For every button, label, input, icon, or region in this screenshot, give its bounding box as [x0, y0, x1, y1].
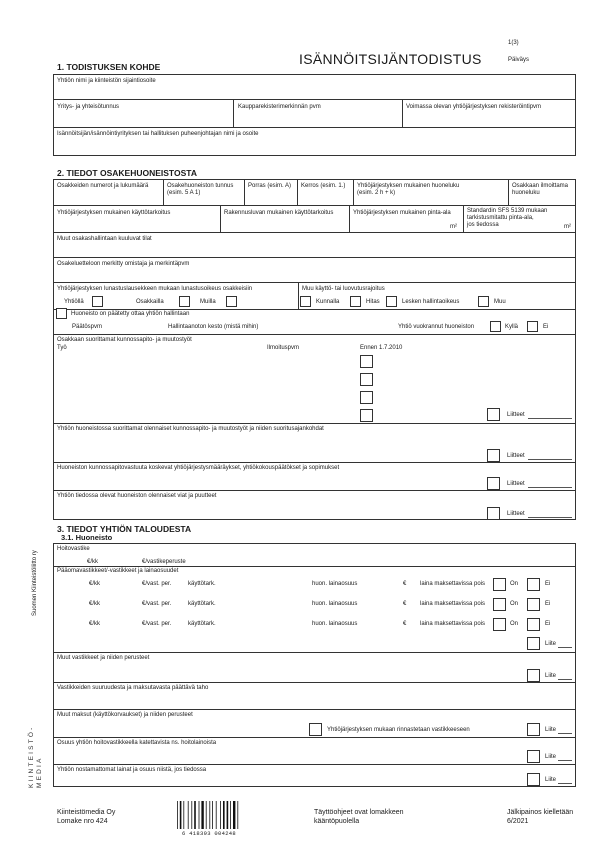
decision-date-field[interactable]: Päätöspvm: [72, 324, 103, 330]
redemption-shareholders-label: Osakkailla: [136, 299, 164, 305]
page-number: 1(3): [508, 40, 519, 46]
redemption-others-label: Muilla: [200, 299, 216, 305]
apartment-id-example: (esim. 5 A 1): [167, 190, 201, 196]
possession-label: Huoneisto on päätetty ottaa yhtiön hallintaan: [71, 311, 190, 317]
capital-row-basis[interactable]: €/vast. per.: [142, 621, 172, 627]
floor-field[interactable]: Kerros (esim. 1.): [301, 183, 346, 189]
room-count-field[interactable]: Yhtiöjärjestyksen mukainen huoneluku: [357, 183, 460, 189]
barcode-bar: [191, 801, 192, 829]
kiinteistomedia-logo: KIINTEISTÖ- MEDIA: [28, 725, 43, 788]
charge-decision-field[interactable]: Vastikkeiden suuruudesta ja maksutavasta päättävä taho: [57, 685, 209, 691]
company-works-attachment-label: Liitteet: [507, 453, 525, 459]
room-count-example: (esim. 2 h + k): [357, 190, 396, 196]
shareholder-works-attachment-label: Liitteet: [507, 412, 525, 418]
restriction-widow-checkbox[interactable]: [386, 296, 397, 307]
rented-yes-checkbox[interactable]: [490, 321, 501, 332]
maintenance-attachment-label: Liitteet: [507, 481, 525, 487]
section-1-heading: 1. TODISTUKSEN KOHDE: [57, 62, 161, 72]
company-works-attachment-checkbox[interactable]: [487, 449, 500, 462]
section-3-heading: 3. TIEDOT YHTIÖN TALOUDESTA: [57, 524, 192, 534]
other-payments-attachment-checkbox[interactable]: [527, 723, 540, 736]
date-label: Päiväys: [508, 57, 530, 63]
capital-row-payable-yes-checkbox[interactable]: [493, 598, 506, 611]
shareholder-works-attachment-checkbox[interactable]: [487, 408, 500, 421]
capital-row-usage[interactable]: käyttötark.: [188, 581, 216, 587]
other-charges-attachment-label: Liite: [545, 673, 557, 679]
maintenance-attachment-checkbox[interactable]: [487, 477, 500, 490]
sfs-area-field[interactable]: Standardin SFS 5139 mukaan: [467, 208, 548, 214]
business-id-field[interactable]: Yritys- ja yhteisötunnus: [57, 104, 120, 110]
restriction-other-label: Muu: [494, 299, 506, 305]
redemption-label: Yhtiöjärjestyksen lunastuslausekkeen mukaan lunastusoikeus osakkeisiin: [57, 286, 253, 292]
capital-row-usage[interactable]: käyttötark.: [188, 621, 216, 627]
capital-row-payable-yes-checkbox[interactable]: [493, 578, 506, 591]
equated-charges-checkbox[interactable]: [309, 723, 322, 736]
capital-charges-label: Pääomavastikkeet/-vastikkeet ja lainaosuudet: [57, 568, 179, 574]
before-2010-label: Ennen 1.7.2010: [360, 345, 403, 351]
capital-row-payable-no-checkbox[interactable]: [527, 618, 540, 631]
sfs-area-label-2: tarkistusmitattu pinta-ala,: [467, 215, 534, 221]
capital-row-yes-label: On: [510, 581, 519, 587]
instructions-note-line-1: Täyttöohjeet ovat lomakkeen: [314, 809, 404, 816]
other-spaces-field[interactable]: Muut osakashallintaan kuuluvat tilat: [57, 236, 152, 242]
barcode-bar: [233, 801, 235, 829]
shareholder-room-count-field[interactable]: Osakkaan ilmoittama: [512, 183, 569, 189]
defects-attachment-checkbox[interactable]: [487, 507, 500, 520]
barcode-bar: [230, 801, 231, 829]
barcode-bar: [188, 801, 189, 829]
barcode-bar: [183, 801, 184, 829]
barcode-bar: [201, 801, 203, 829]
maintenance-loan-attachment-label: Liite: [545, 754, 557, 760]
rented-yes-label: Kyllä: [505, 324, 519, 330]
capital-row-payable-no-checkbox[interactable]: [527, 578, 540, 591]
undrawn-loans-attachment-checkbox[interactable]: [527, 773, 540, 786]
manager-name-field[interactable]: Isännöitsijän/isännöintiyrityksen tai hallituksen puheenjohtajan nimi ja osoite: [57, 131, 259, 137]
restriction-hitas-label: Hitas: [366, 299, 380, 305]
possession-checkbox[interactable]: [56, 308, 67, 319]
capital-row-payable-yes-checkbox[interactable]: [493, 618, 506, 631]
restriction-label: Muu käyttö- tai luovutusrajoitus: [302, 286, 385, 292]
capital-row-eur: €: [403, 621, 407, 627]
barcode-bar: [206, 801, 207, 829]
company-name-field[interactable]: Yhtiön nimi ja kiinteistön sijaintiosoite: [57, 78, 156, 84]
rented-no-checkbox[interactable]: [527, 321, 538, 332]
restriction-municipality-checkbox[interactable]: [300, 296, 311, 307]
work-column-label: Työ: [57, 345, 67, 351]
usage-permit-field[interactable]: Rakennusluvan mukainen käyttötarkoitus: [224, 210, 334, 216]
redemption-company-label: Yhtiöllä: [64, 299, 84, 305]
capital-row-basis[interactable]: €/vast. per.: [142, 581, 172, 587]
capital-row-loan-share[interactable]: huon. lainaosuus: [312, 601, 358, 607]
barcode-bar: [209, 801, 210, 829]
barcode-bar: [177, 801, 178, 829]
restriction-hitas-checkbox[interactable]: [350, 296, 361, 307]
capital-row-payable-label: laina maksettavissa pois: [420, 601, 486, 607]
capital-row-loan-share[interactable]: huon. lainaosuus: [312, 621, 358, 627]
before-2010-checkbox-3[interactable]: [360, 391, 373, 404]
capital-row-no-label: Ei: [545, 581, 551, 587]
capital-row-yes-label: On: [510, 601, 519, 607]
section-3-1-heading: 3.1. Huoneisto: [61, 533, 113, 542]
section-1-frame: [53, 74, 576, 156]
equated-charges-label: Yhtiöjärjestyksen mukaan rinnastetaan vastikkeeseen: [327, 727, 470, 733]
shareholder-room-count-label: huoneluku: [512, 190, 540, 196]
apartment-id-field[interactable]: Osakehuoneiston tunnus: [167, 183, 234, 189]
capital-row-loan-share[interactable]: huon. lainaosuus: [312, 581, 358, 587]
before-2010-checkbox-2[interactable]: [360, 373, 373, 386]
capital-row-payable-no-checkbox[interactable]: [527, 598, 540, 611]
redemption-company-checkbox[interactable]: [92, 296, 103, 307]
maintenance-charge-eur-month[interactable]: €/kk: [87, 559, 99, 565]
capital-row-eur-month[interactable]: €/kk: [89, 601, 101, 607]
publisher-vertical-text: Suomen Kiinteistöliitto ry: [32, 550, 38, 616]
capital-attachment-label: Liite: [545, 641, 557, 647]
known-defects-field[interactable]: Yhtiön tiedossa olevat huoneiston olennaiset viat ja puutteet: [57, 493, 217, 499]
other-payments-attachment-label: Liite: [545, 727, 557, 733]
capital-row-payable-label: laina maksettavissa pois: [420, 621, 486, 627]
trade-register-date-field[interactable]: Kaupparekisterimerkinnän pvm: [238, 104, 321, 110]
share-numbers-field[interactable]: Osakkeiden numerot ja lukumäärä: [57, 183, 149, 189]
usage-bylaws-field[interactable]: Yhtiöjärjestyksen mukainen käyttötarkoitus: [57, 210, 171, 216]
restriction-municipality-label: Kunnalla: [316, 299, 340, 305]
undrawn-loans-attachment-label: Liite: [545, 777, 557, 783]
barcode-bar: [216, 801, 217, 829]
form-edition: 6/2021: [507, 818, 529, 825]
sfs-area-label-3: jos tiedossa: [467, 222, 499, 228]
notification-date-label: Ilmoituspvm: [267, 345, 300, 351]
barcode-bar: [199, 801, 200, 829]
restriction-other-checkbox[interactable]: [478, 296, 489, 307]
area-unit-1: m²: [450, 224, 457, 230]
before-2010-checkbox-4[interactable]: [360, 409, 373, 422]
form-number: Lomake nro 424: [57, 818, 108, 825]
instructions-note-line-2: kääntöpuolella: [314, 818, 360, 825]
maintenance-loan-share-field[interactable]: Osuus yhtiön hoitovastikkeella katettavista ns. hoitolainoista: [57, 740, 217, 746]
barcode-bar: [223, 801, 225, 829]
other-charges-field[interactable]: Muut vastikkeet ja niiden perusteet: [57, 655, 150, 661]
barcode-bar: [180, 801, 182, 829]
capital-row-eur-month[interactable]: €/kk: [89, 621, 101, 627]
barcode-bar: [194, 801, 196, 829]
capital-row-eur-month[interactable]: €/kk: [89, 581, 101, 587]
redemption-shareholders-checkbox[interactable]: [179, 296, 190, 307]
maintenance-charge-basis[interactable]: €/vastikeperuste: [142, 559, 186, 565]
other-payments-field[interactable]: Muut maksut (käyttökorvaukset) ja niiden perusteet: [57, 712, 193, 718]
capital-row-usage[interactable]: käyttötark.: [188, 601, 216, 607]
capital-row-yes-label: On: [510, 621, 519, 627]
barcode-bar: [212, 801, 213, 829]
capital-row-basis[interactable]: €/vast. per.: [142, 601, 172, 607]
stairway-field[interactable]: Porras (esim. A): [248, 183, 292, 189]
rented-no-label: Ei: [543, 324, 549, 330]
undrawn-loans-field[interactable]: Yhtiön nostamattomat lainat ja osuus niistä, jos tiedossa: [57, 767, 207, 773]
maintenance-loan-attachment-checkbox[interactable]: [527, 750, 540, 763]
capital-row-no-label: Ei: [545, 601, 551, 607]
form-title: ISÄNNÖITSIJÄNTODISTUS: [299, 51, 482, 67]
maintenance-charge-label: Hoitovastike: [57, 546, 90, 552]
capital-row-payable-label: laina maksettavissa pois: [420, 581, 486, 587]
area-unit-2: m²: [564, 224, 571, 230]
capital-attachment-checkbox[interactable]: [527, 637, 540, 650]
barcode-number: 6 418393 004248: [181, 830, 236, 837]
shareholder-works-label: Osakkaan suorittamat kunnossapito- ja muutostyöt: [57, 337, 192, 343]
company-works-field[interactable]: Yhtiön huoneistossa suorittamat olennaiset kunnossapito- ja muutostyöt ja niiden suoritusajankohdat: [57, 426, 324, 432]
barcode-bar: [237, 801, 238, 829]
capital-row-no-label: Ei: [545, 621, 551, 627]
other-charges-attachment-checkbox[interactable]: [527, 669, 540, 682]
publisher-name: Kiinteistömedia Oy: [57, 809, 116, 816]
owners-field[interactable]: Osakeluetteloon merkitty omistaja ja merkintäpvm: [57, 261, 190, 267]
barcode-bar: [227, 801, 229, 829]
restriction-widow-label: Lesken hallintaoikeus: [402, 299, 460, 305]
area-bylaws-field[interactable]: Yhtiöjärjestyksen mukainen pinta-ala: [353, 210, 451, 216]
before-2010-checkbox-1[interactable]: [360, 355, 373, 368]
capital-row-eur: €: [403, 601, 407, 607]
section-2-heading: 2. TIEDOT OSAKEHUONEISTOSTA: [57, 168, 197, 178]
defects-attachment-label: Liitteet: [507, 511, 525, 517]
barcode-bar: [220, 801, 221, 829]
bylaws-registration-date-field[interactable]: Voimassa olevan yhtiöjärjestyksen rekisteröintipvm: [406, 104, 542, 110]
rented-by-company-label: Yhtiö vuokrannut huoneiston: [398, 324, 475, 330]
reprint-notice: Jälkipainos kielletään: [507, 809, 574, 816]
capital-row-eur: €: [403, 581, 407, 587]
redemption-others-checkbox[interactable]: [226, 296, 237, 307]
possession-duration-field[interactable]: Hallintaanoton kesto (mistä mihin): [168, 324, 259, 330]
maintenance-responsibility-field[interactable]: Huoneiston kunnossapitovastuuta koskevat yhtiöjärjestysmääräykset, yhtiökokouspäätökset ja sopimukset: [57, 465, 340, 471]
barcode-image: [176, 801, 242, 831]
